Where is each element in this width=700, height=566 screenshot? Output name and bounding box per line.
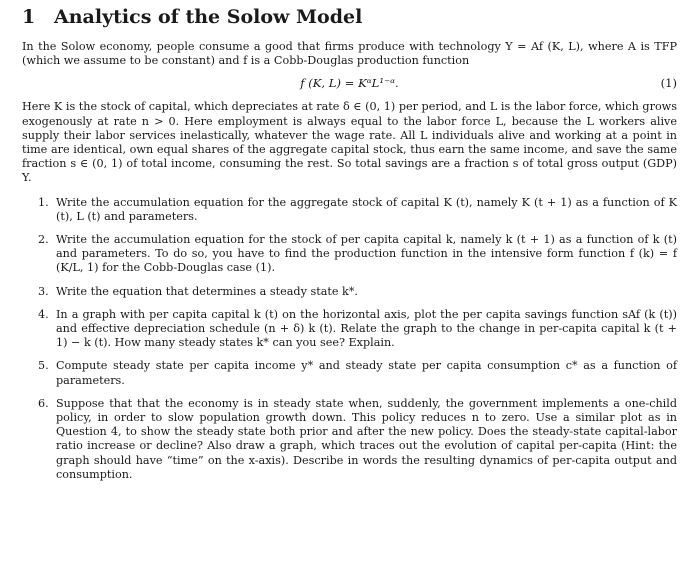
question-number: 4.: [38, 307, 49, 321]
question-number: 6.: [38, 396, 49, 410]
question-item: [22, 285, 677, 299]
equation-number: (1): [660, 76, 677, 91]
body-paragraph: Here K is the stock of capital, which depreciates at rate δ ∈ (0, 1) per period, and L is the labor force, which grows exogenously at rate n > 0. Here employment is always equal to the labor force L, because the L workers alive supply their labor services inelastically, whatever the wage rate. All L individuals alive and working at a point in time are identical, own equal shares of the aggregate capital stock, thus earn the same income, and save the same fraction s ∈ (0, 1) of total income, consuming the rest. So total savings are a fraction s of total gross output (GDP) Y.: [22, 100, 677, 185]
section-number: 1: [22, 6, 36, 28]
question-text: Write the equation that determines a steady state k*.: [56, 284, 358, 298]
question-item: [22, 196, 677, 224]
section-heading: [22, 6, 677, 28]
question-text: In a graph with per capita capital k (t) on the horizontal axis, plot the per capita savings function sAf (k (t)) and effective depreciation schedule (n + δ) k (t). Relate the graph to the change in per-capita capital k (t + 1) − k (t). How many steady states k* can you see? Explain.: [56, 307, 677, 350]
question-number: 1.: [38, 195, 49, 209]
question-text: Write the accumulation equation for the aggregate stock of capital K (t), namely K (t + 1) as a function of K (t), L (t) and parameters.: [56, 195, 677, 223]
question-number: 3.: [38, 284, 49, 298]
equation-body: f (K, L) = KᵅL¹⁻ᵅ.: [300, 76, 399, 91]
document-page: [22, 6, 677, 491]
question-text: Write the accumulation equation for the stock of per capita capital k, namely k (t + 1) as a function of k (t) and parameters. To do so, you have to find the production function in the intensive form function f (k) = f (K/L, 1) for the Cobb-Douglas case (1).: [56, 233, 677, 275]
question-item: [22, 359, 677, 387]
question-text: Compute steady state per capita income y* and steady state per capita consumption c* as a function of parameters.: [56, 359, 677, 387]
equation-1: [22, 72, 677, 96]
question-item: [22, 233, 677, 276]
section-title: Analytics of the Solow Model: [54, 6, 363, 28]
question-item: [22, 308, 677, 351]
intro-paragraph: In the Solow economy, people consume a good that firms produce with technology Y = Af (K, L), where A is TFP (which we assume to be constant) and f is a Cobb-Douglas production function: [22, 40, 677, 68]
question-item: [22, 397, 677, 482]
question-number: 2.: [38, 233, 49, 247]
question-number: 5.: [38, 359, 49, 373]
question-list: [22, 196, 677, 482]
question-text: Suppose that that the economy is in steady state when, suddenly, the government implements a one-child policy, in order to slow population growth down. This policy reduces n to zero. Use a similar plot as in Question 4, to show the steady state both prior and after the new policy. Does the steady-state capital-labor ratio increase or decline? Also draw a graph, which traces out the evolution of capital per-capita (Hint: the graph should have “time” on the x-axis). Describe in words the resulting dynamics of per-capita output and consumption.: [56, 396, 677, 481]
